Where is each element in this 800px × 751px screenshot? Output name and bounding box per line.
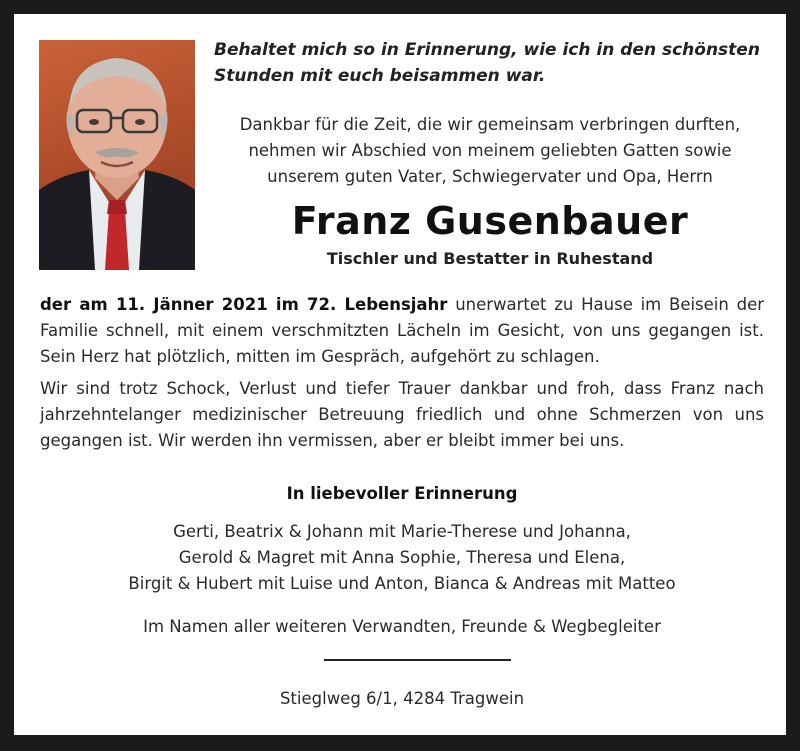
family-line: Birgit & Hubert mit Luise und Anton, Bianca & Andreas mit Matteo [128, 574, 676, 593]
intro-text [210, 112, 770, 190]
memorial-quote [214, 37, 774, 89]
address: Stieglweg 6/1, 4284 Tragwein [279, 689, 525, 708]
obituary-card [14, 14, 786, 735]
divider-rule [324, 659, 511, 661]
deceased-occupation: Tischler und Bestatter in Ruhestand [326, 249, 654, 268]
closing-line: Im Namen aller weiteren Verwandten, Freunde & Wegbegleiter [143, 617, 661, 636]
intro-line: nehmen wir Abschied von meinem geliebten Gatten sowie [248, 141, 732, 160]
portrait-photo [39, 40, 195, 270]
intro-line: unserem guten Vater, Schwiegervater und Opa, Herrn [267, 167, 713, 186]
gratitude-paragraph: Wir sind trotz Schock, Verlust und tiefer Trauer dankbar und froh, dass Franz nach jahrzehntelanger medizinischer Betreuung friedlich und ohne Schmerzen von uns gegangen ist. Wir werden ihn vermissen, aber er bleibt immer bei uns. [40, 379, 764, 450]
memory-heading: In liebevoller Erinnerung [286, 484, 518, 503]
family-line: Gerti, Beatrix & Johann mit Marie-Therese und Johanna, [173, 522, 631, 541]
deceased-name: Franz Gusenbauer [291, 199, 689, 243]
announcement-paragraph [40, 292, 764, 370]
intro-line: Dankbar für die Zeit, die wir gemeinsam verbringen durften, [239, 115, 741, 134]
family-line: Gerold & Magret mit Anna Sophie, Theresa und Elena, [178, 548, 626, 567]
portrait-illustration [39, 40, 195, 270]
family-list [40, 519, 764, 597]
announcement-text: unerwartet zu Hause im Beisein der Familie schnell, mit einem verschmitzten Lächeln im Gesicht, von uns gegangen ist. Sein Herz hat plötzlich, mitten im Gespräch, aufgehört zu schlagen. [40, 295, 764, 366]
announcement-date-lead: der am 11. Jänner 2021 im 72. Lebensjahr [40, 295, 448, 314]
quote-line: Stunden mit euch beisammen war. [214, 66, 546, 86]
quote-line: Behaltet mich so in Erinnerung, wie ich in den schönsten [214, 40, 760, 60]
